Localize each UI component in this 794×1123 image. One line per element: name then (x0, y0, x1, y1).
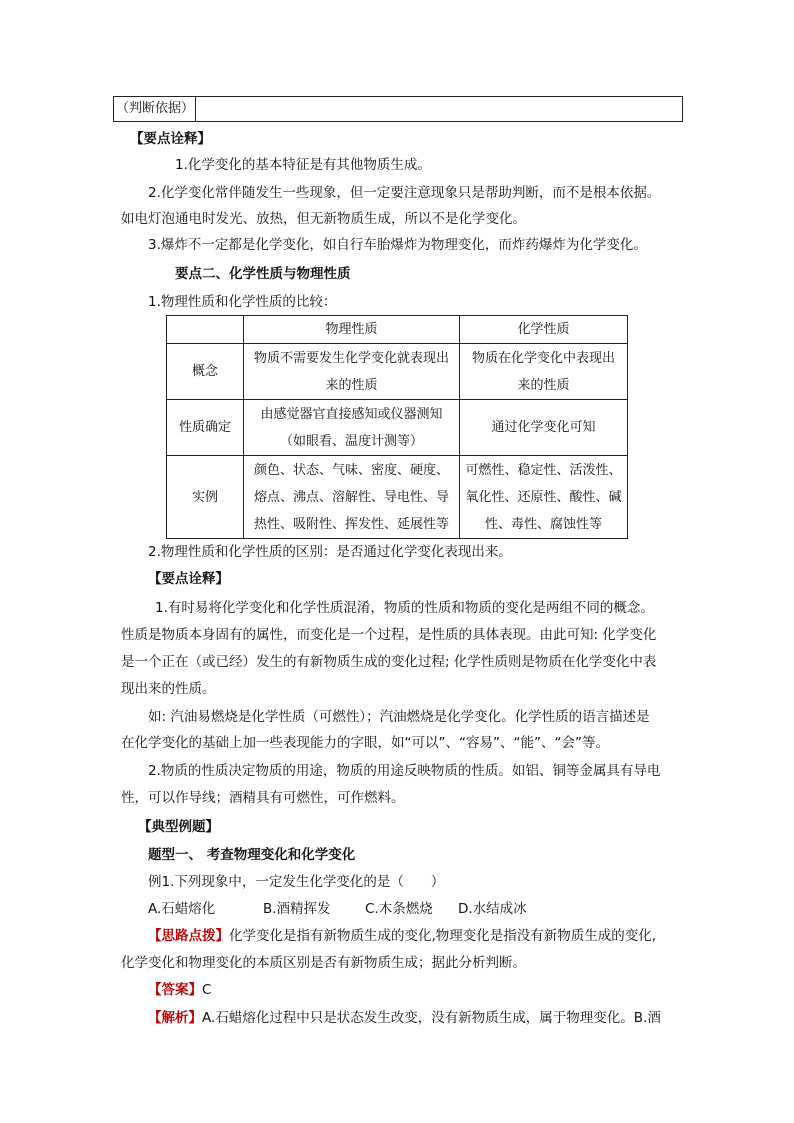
option-b: B.酒精挥发 (263, 901, 331, 917)
chemical-cell (460, 456, 628, 539)
judgement-basis-label: （判断依据） (114, 97, 196, 121)
row-label: 性质确定 (167, 400, 244, 456)
table-row-determination (167, 400, 628, 456)
cell-line: 可燃性、稳定性、活泼性、 (465, 462, 622, 478)
physical-cell (244, 456, 460, 539)
cell-line: （如眼看、温度计测等） (279, 433, 423, 449)
cell-line: 由感觉器官直接感知或仪器测知 (260, 406, 443, 422)
physical-cell (244, 400, 460, 456)
hint-line-1 (148, 924, 656, 944)
notes2-p1-line-1: 1.有时易将化学变化和化学性质混淆，物质的性质和物质的变化是两组不同的概念。 (155, 600, 654, 616)
row-label: 实例 (167, 456, 244, 539)
comparison-table (166, 315, 628, 539)
notes2-p1-line-3: 是一个正在（或已经）发生的有新物质生成的变化过程; 化学性质则是物质在化学变化中表 (121, 654, 657, 670)
difference-line: 2.物理性质和化学性质的区别：是否通过化学变化表现出来。 (148, 544, 512, 560)
typical-examples-heading: 【典型例题】 (138, 819, 219, 835)
notes2-p1-line-4: 现出来的性质。 (121, 681, 216, 697)
notes1-line-1: 1.化学变化的基本特征是有其他物质生成。 (175, 157, 431, 173)
cell-line: 物质在化学变化中表现出 (471, 350, 615, 366)
hint-text-1: 化学变化是指有新物质生成的变化,物理变化是指没有新物质生成的变化, (229, 928, 657, 944)
key-notes-heading-1: 【要点诠释】 (130, 131, 211, 147)
analysis-line (148, 1006, 661, 1026)
cell-line: 熔点、沸点、溶解性、导电性、导 (253, 489, 449, 505)
cell-line: 通过化学变化可知 (491, 420, 596, 435)
hint-label: 【思路点拨】 (148, 928, 229, 944)
cell-line: 颜色、状态、气味、密度、硬度、 (253, 462, 449, 478)
judgement-basis-table (113, 96, 683, 122)
notes2-p1-line-2: 性质是物质本身固有的属性，而变化是一个过程，是性质的具体表现。由此可知: 化学变化 (121, 627, 657, 643)
header-cell-physical: 物理性质 (244, 316, 460, 344)
example-1-question: 例1.下列现象中，一定发生化学变化的是（ ） (148, 874, 445, 890)
analysis-label: 【解析】 (148, 1010, 202, 1026)
table-row-concept (167, 344, 628, 400)
table-row-examples (167, 456, 628, 539)
cell-line: 性、毒性、腐蚀性等 (484, 516, 602, 532)
section-2-title: 要点二、化学性质与物理性质 (175, 266, 351, 282)
notes2-p2-line-1: 如: 汽油易燃烧是化学性质（可燃性）；汽油燃烧是化学变化。化学性质的语言描述是 (148, 709, 650, 725)
header-cell-empty (167, 316, 244, 344)
type-1-title: 题型一、 考查物理变化和化学变化 (148, 847, 356, 863)
cell-line: 来的性质 (325, 377, 378, 393)
key-notes-heading-2: 【要点诠释】 (148, 571, 229, 587)
notes2-p3-line-1: 2.物质的性质决定物质的用途，物质的用途反映物质的性质。如铝、铜等金属具有导电 (148, 763, 661, 779)
chemical-cell (460, 400, 628, 456)
notes2-p3-line-2: 性，可以作导线；酒精具有可燃性，可作燃料。 (121, 790, 405, 806)
cell-line: 来的性质 (517, 377, 570, 393)
notes1-line-2: 2.化学变化常伴随发生一些现象，但一定要注意现象只是帮助判断，而不是根本依据。 (148, 185, 661, 201)
notes2-p2-line-2: 在化学变化的基础上加一些表现能力的字眼，如“可以”、“容易”、“能”、“会”等。 (121, 735, 609, 751)
chemical-cell (460, 344, 628, 400)
row-label: 概念 (167, 344, 244, 400)
option-d: D.水结成冰 (458, 901, 527, 917)
hint-line-2: 化学变化和物理变化的本质区别是否有新物质生成；据此分析判断。 (121, 955, 526, 971)
table-header-row (167, 316, 628, 344)
analysis-text: A.石蜡熔化过程中只是状态发生改变，没有新物质生成，属于物理变化。B.酒 (202, 1010, 661, 1026)
header-cell-chemical: 化学性质 (460, 316, 628, 344)
cell-line: 氧化性、还原性、酸性、碱 (465, 489, 622, 505)
compare-intro: 1.物理性质和化学性质的比较： (148, 294, 337, 310)
notes1-line-3: 如电灯泡通电时发光、放热，但无新物质生成，所以不是化学变化。 (121, 211, 526, 227)
physical-cell (244, 344, 460, 400)
answer-label: 【答案】 (148, 982, 202, 998)
cell-line: 物质不需要发生化学变化就表现出 (253, 350, 449, 366)
option-c: C.木条燃烧 (365, 901, 433, 917)
option-a: A.石蜡熔化 (148, 901, 216, 917)
cell-line: 热性、吸附性、挥发性、延展性等 (253, 516, 449, 532)
notes1-line-4: 3.爆炸不一定都是化学变化，如自行车胎爆炸为物理变化，而炸药爆炸为化学变化。 (148, 237, 647, 253)
answer-value: C (202, 982, 212, 998)
answer-line (148, 978, 211, 998)
